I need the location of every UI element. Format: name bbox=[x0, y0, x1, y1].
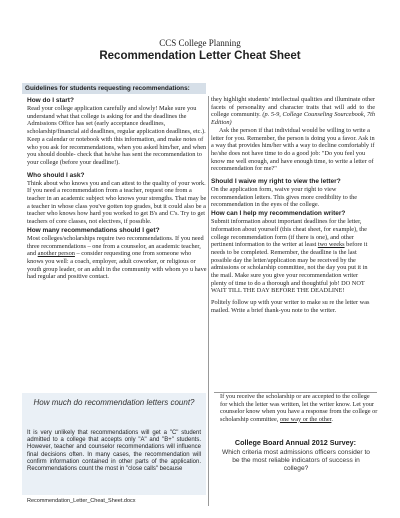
waive-text: On the application form, waive your right to view recommendation letters. This gives more credibility to the recommendation in the eyes of the college. bbox=[211, 186, 358, 209]
many-text-part2: – consider requesting one from someone who knows you well: a coach, employer, adult coworker, or religious or youth group leader, or an adult in the community with whom yo u have had regular and positive contact. bbox=[27, 250, 207, 281]
help-text-caps: DO NOT WAIT TILL THE DAY BEFORE THE DEADLINE! bbox=[211, 279, 365, 295]
help-text bbox=[211, 218, 375, 295]
receive-text-part1: If you receive the scholarship or are accepted to the college for which the letter was written, let the writer know. Let your counselor know when you have a response from the college or scholarship committee, bbox=[220, 393, 378, 423]
box-heading: How much do recommendation letters count? bbox=[33, 398, 195, 407]
survey-question: Which criteria most admissions officers consider to be the most reliable indicators of success in college? bbox=[222, 449, 370, 472]
page-title: Recommendation Letter Cheat Sheet bbox=[99, 50, 301, 62]
help-text-underlined: two weeks bbox=[317, 241, 345, 249]
continued-citation: (p. 5-9, College Counseling Sourcebook, 7th Edition) bbox=[211, 111, 375, 127]
receive-text-underlined: one way or the other bbox=[279, 415, 332, 423]
footer-filename: Recommendation_Letter_Cheat_Sheet.docx bbox=[27, 498, 136, 504]
help-text-part2: before it needs to be completed. Remember, the deadline is the last possible day the letter/application may be received by the admissions or scholarship committee, not the day you put it in the mail. Make sure you give your recommendation writer plenty of time to do a thorough and thoughtful job! bbox=[211, 241, 368, 287]
many-text-underlined: another person bbox=[37, 250, 75, 258]
continued-text-main: they highlight students' intellectual qualities and illuminate other facets of personality and character traits that will add to the college community. bbox=[211, 96, 375, 119]
continued-text bbox=[211, 96, 375, 127]
right-column bbox=[211, 96, 375, 315]
waive-heading: Should I waive my right to view the letter? bbox=[211, 178, 341, 186]
who-text: Think about who knows you and can attest to the quality of your work. If you need a recommendation from a teacher, request one from a teacher in an academic subject who knows your strengths. That may be a teacher in whose class you've gotten top grades, but it could also be a teacher who knows how hard you worked to get B's and C's. Try to get teachers of core classes, not electives, if possible. bbox=[27, 179, 207, 226]
many-text-part1: Most colleges/scholarships require two recommendations. If you need three recommendations – one from a counselor, an academic teacher, and bbox=[27, 234, 204, 258]
help-heading: How can I help my recommendation writer? bbox=[211, 210, 346, 218]
help-text-part1: Submit information about important deadlines for the letter, information about yourself (this cheat sheet, for example), the college recommendation form (if there is one), and other pertinent information to the writer at least bbox=[211, 218, 367, 249]
ask-text: Ask the person if that individual would be willing to write a letter for you. Remember, the person is doing you a favor. Ask in a way that provides him/her with a way to decline comfortably if he/she does not have time to do a good job: "Do you feel you know me well enough, and have enough time, to write a letter of recommendation for me?" bbox=[211, 126, 375, 173]
many-text bbox=[27, 235, 209, 281]
follow-text: Politely follow up with your writer to make su re the letter was mailed. Write a brief thank-you note to the writer. bbox=[211, 299, 370, 314]
receive-text-part2: . bbox=[331, 415, 333, 423]
survey-title: College Board Annual 2012 Survey: bbox=[234, 438, 357, 447]
guidelines-band: Guidelines for students requesting recommendations: bbox=[22, 83, 206, 94]
box-text: It is very unlikely that recommendations will get a "C" student admitted to a college that accepts only "A" and "B+" students. However, teacher and counselor recommendations will influence final decisions often. In many cases, the recommendation will confirm information contained in other parts of the application. Recommendations count the most in "close calls" because bbox=[27, 430, 201, 473]
start-heading: How do I start? bbox=[27, 97, 74, 104]
receive-text bbox=[220, 393, 378, 423]
header-subtitle: CCS College Planning bbox=[159, 38, 241, 48]
left-column bbox=[27, 96, 209, 281]
who-heading: Who should I ask? bbox=[27, 171, 85, 179]
many-heading: How many recommendations should I get? bbox=[27, 226, 160, 234]
start-text: Read your college application carefully and slowly! Make sure you understand what that college is asking for and the deadlines the Admissions Office has set (early acceptance deadlines, scholarship/financial aid deadlines, regular application deadlines, etc.). Keep a calendar or notebook with this information, and make notes of who you ask for recommendations, when you asked him/her, and when you should double- check that he/she has sent the recommendation to your college (before your deadline!). bbox=[27, 105, 207, 166]
